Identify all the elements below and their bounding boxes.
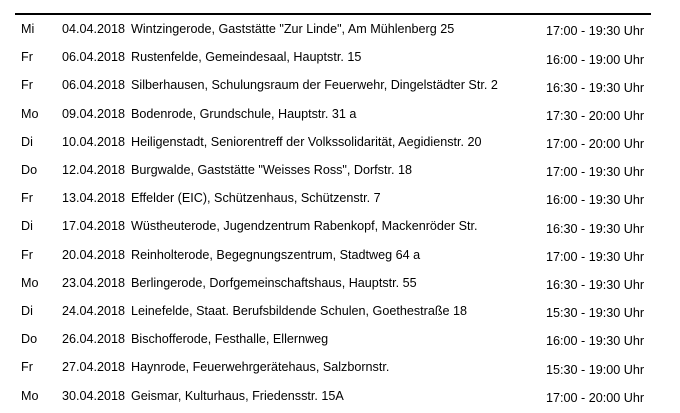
table-row [0, 43, 680, 71]
day-cell: Mi [21, 22, 35, 37]
table-row [0, 353, 680, 381]
time-cell: 16:30 - 19:30 Uhr [546, 80, 645, 95]
date-cell: 24.04.2018 [62, 303, 126, 318]
time-cell: 17:00 - 20:00 Uhr [546, 137, 645, 152]
location-cell: Silberhausen, Schulungsraum der Feuerwehr, Dingelstädter Str. 2 [131, 78, 498, 93]
table-row [0, 241, 680, 269]
date-cell: 23.04.2018 [62, 275, 126, 290]
time-cell: 17:00 - 20:00 Uhr [546, 390, 645, 405]
table-row [0, 15, 680, 43]
location-cell: Leinefelde, Staat. Berufsbildende Schulen, Goethestraße 18 [131, 303, 468, 318]
location-cell: Rustenfelde, Gemeindesaal, Hauptstr. 15 [131, 50, 362, 65]
date-cell: 27.04.2018 [62, 360, 126, 375]
location-cell: Burgwalde, Gaststätte "Weisses Ross", Dorfstr. 18 [131, 163, 412, 178]
location-cell: Wintzingerode, Gaststätte "Zur Linde", Am Mühlenberg 25 [131, 22, 455, 37]
time-cell: 16:30 - 19:30 Uhr [546, 278, 645, 293]
date-cell: 06.04.2018 [62, 50, 126, 65]
day-cell: Mo [21, 106, 39, 121]
day-cell: Fr [21, 191, 33, 206]
location-cell: Effelder (EIC), Schützenhaus, Schützenstr. 7 [131, 191, 381, 206]
time-cell: 17:00 - 19:30 Uhr [546, 249, 645, 264]
location-cell: Reinholterode, Begegnungszentrum, Stadtweg 64 a [131, 247, 421, 262]
location-cell: Wüstheuterode, Jugendzentrum Rabenkopf, Mackenröder Str. [131, 219, 478, 234]
date-cell: 13.04.2018 [62, 191, 126, 206]
time-cell: 17:30 - 20:00 Uhr [546, 108, 645, 123]
location-cell: Geismar, Kulturhaus, Friedensstr. 15A [131, 388, 344, 403]
date-cell: 12.04.2018 [62, 163, 126, 178]
date-cell: 26.04.2018 [62, 332, 126, 347]
location-cell: Heiligenstadt, Seniorentreff der Volkssolidarität, Aegidienstr. 20 [131, 134, 482, 149]
time-cell: 16:00 - 19:30 Uhr [546, 334, 645, 349]
day-cell: Fr [21, 50, 33, 65]
day-cell: Fr [21, 247, 33, 262]
time-cell: 16:00 - 19:30 Uhr [546, 193, 645, 208]
table-row [0, 156, 680, 184]
time-cell: 15:30 - 19:30 Uhr [546, 306, 645, 321]
table-row [0, 269, 680, 297]
date-cell: 09.04.2018 [62, 106, 126, 121]
location-cell: Bischofferode, Festhalle, Ellernweg [131, 332, 329, 347]
table-row [0, 212, 680, 240]
schedule-table [0, 15, 680, 410]
day-cell: Fr [21, 78, 33, 93]
date-cell: 20.04.2018 [62, 247, 126, 262]
table-row [0, 100, 680, 128]
date-cell: 06.04.2018 [62, 78, 126, 93]
day-cell: Fr [21, 360, 33, 375]
day-cell: Do [21, 332, 38, 347]
table-row [0, 71, 680, 99]
day-cell: Di [21, 219, 33, 234]
table-row [0, 128, 680, 156]
location-cell: Haynrode, Feuerwehrgerätehaus, Salzbornstr. [131, 360, 390, 375]
day-cell: Mo [21, 388, 39, 403]
date-cell: 04.04.2018 [62, 22, 126, 37]
time-cell: 16:00 - 19:00 Uhr [546, 52, 645, 67]
day-cell: Do [21, 163, 38, 178]
date-cell: 17.04.2018 [62, 219, 126, 234]
table-row [0, 297, 680, 325]
date-cell: 10.04.2018 [62, 134, 126, 149]
day-cell: Di [21, 303, 33, 318]
time-cell: 15:30 - 19:00 Uhr [546, 362, 645, 377]
time-cell: 17:00 - 19:30 Uhr [546, 24, 645, 39]
table-row [0, 381, 680, 409]
table-row [0, 325, 680, 353]
time-cell: 17:00 - 19:30 Uhr [546, 165, 645, 180]
location-cell: Berlingerode, Dorfgemeinschaftshaus, Hauptstr. 55 [131, 275, 417, 290]
time-cell: 16:30 - 19:30 Uhr [546, 221, 645, 236]
location-cell: Bodenrode, Grundschule, Hauptstr. 31 a [131, 106, 357, 121]
day-cell: Mo [21, 275, 39, 290]
date-cell: 30.04.2018 [62, 388, 126, 403]
day-cell: Di [21, 134, 33, 149]
table-row [0, 184, 680, 212]
